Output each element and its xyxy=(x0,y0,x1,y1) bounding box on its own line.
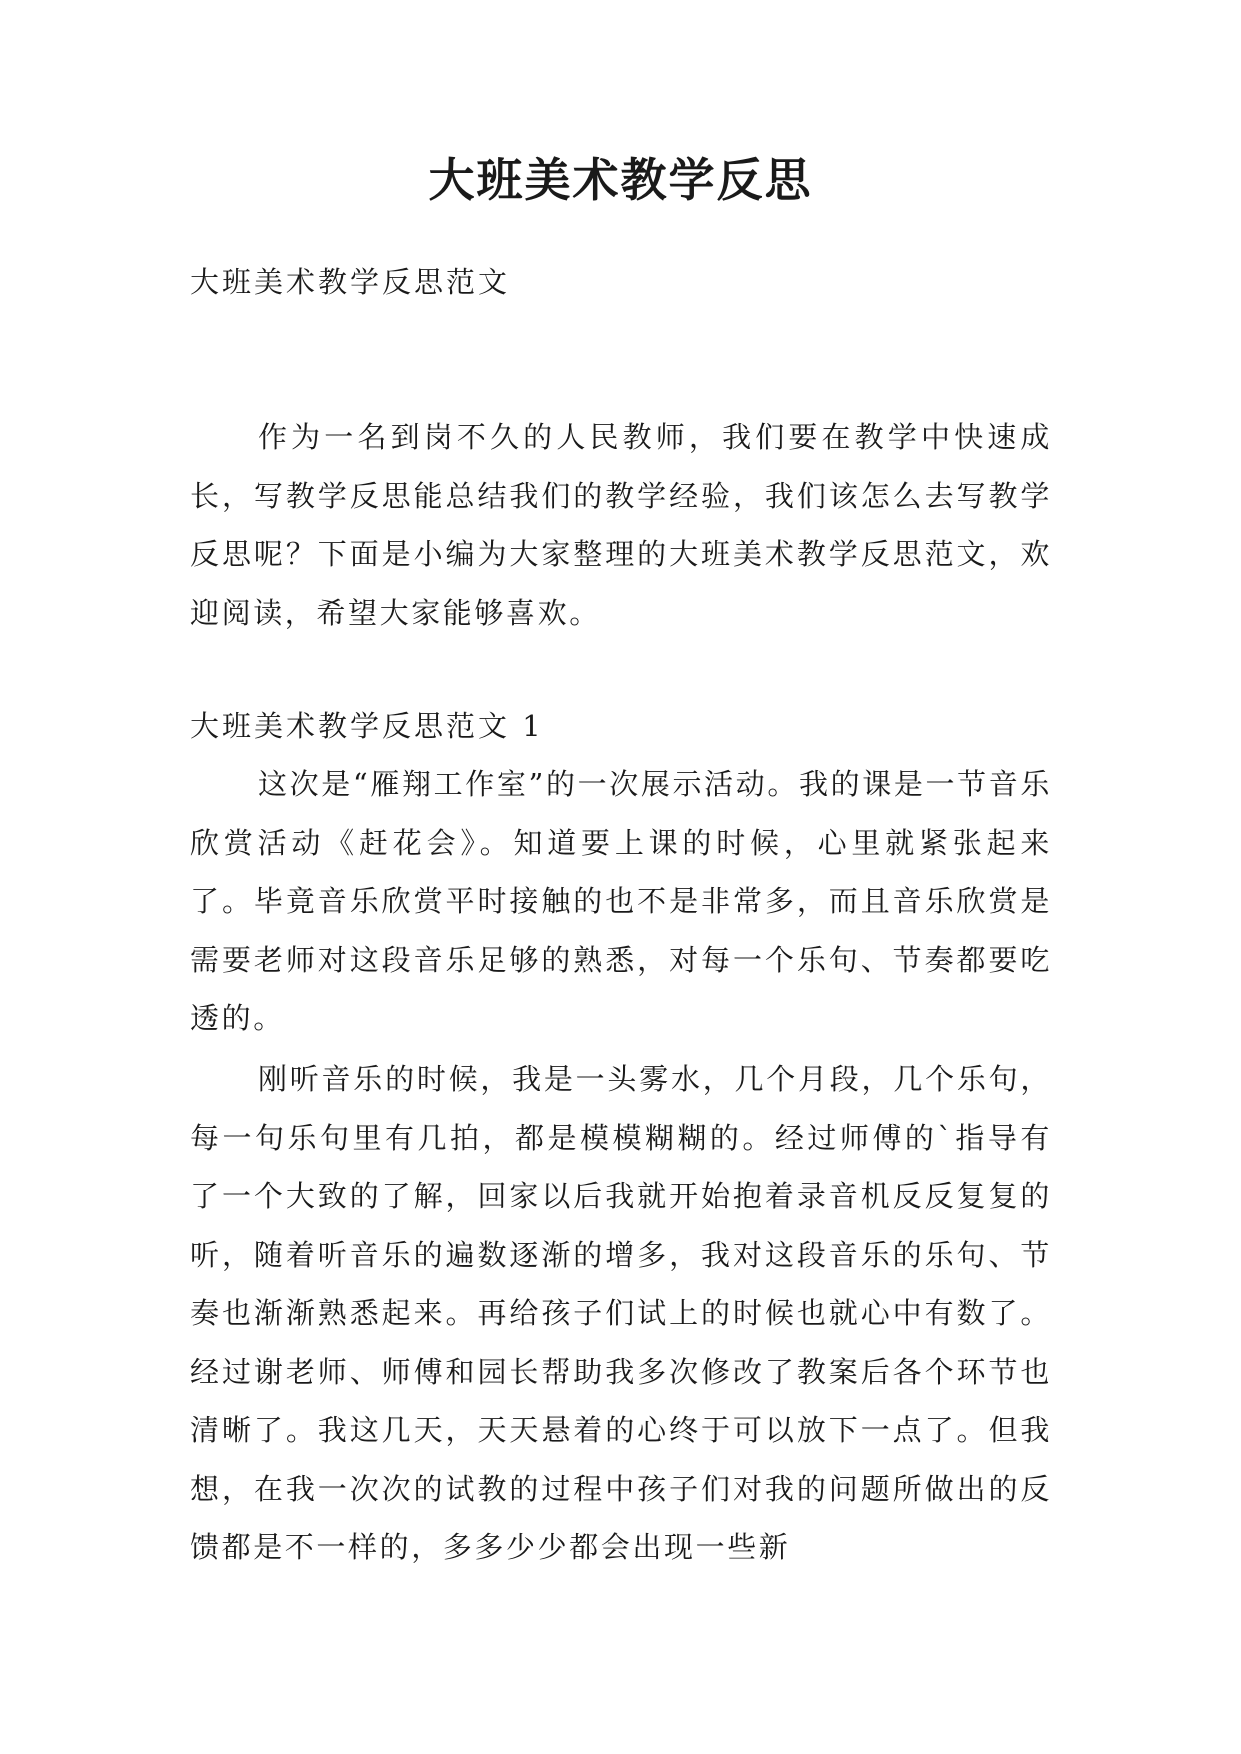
intro-paragraph: 作为一名到岗不久的人民教师，我们要在教学中快速成长，写教学反思能总结我们的教学经验，我们该怎么去写教学反思呢？下面是小编为大家整理的大班美术教学反思范文，欢迎阅读，希望大家能够喜欢。 xyxy=(190,420,1052,630)
section-heading: 大班美术教学反思范文 1 xyxy=(190,709,544,743)
document-subtitle: 大班美术教学反思范文 xyxy=(190,265,511,299)
body-paragraph: 这次是“雁翔工作室”的一次展示活动。我的课是一节音乐欣赏活动《赶花会》。知道要上课的时候，心里就紧张起来了。毕竟音乐欣赏平时接触的也不是非常多，而且音乐欣赏是需要老师对这段音乐足够的熟悉，对每一个乐句、节奏都要吃透的。 xyxy=(190,767,1052,1035)
document-title: 大班美术教学反思 xyxy=(428,153,813,207)
body-paragraph: 刚听音乐的时候，我是一头雾水，几个月段，几个乐句，每一句乐句里有几拍，都是模模糊糊的。经过师傅的`指导有了一个大致的了解，回家以后我就开始抱着录音机反反复复的听，随着听音乐的遍数逐渐的增多，我对这段音乐的乐句、节奏也渐渐熟悉起来。再给孩子们试上的时候也就心中有数了。经过谢老师、师傅和园长帮助我多次修改了教案后各个环节也清晰了。我这几天，天天悬着的心终于可以放下一点了。但我想，在我一次次的试教的过程中孩子们对我的问题所做出的反馈都是不一样的，多多少少都会出现一些新 xyxy=(190,1062,1052,1564)
